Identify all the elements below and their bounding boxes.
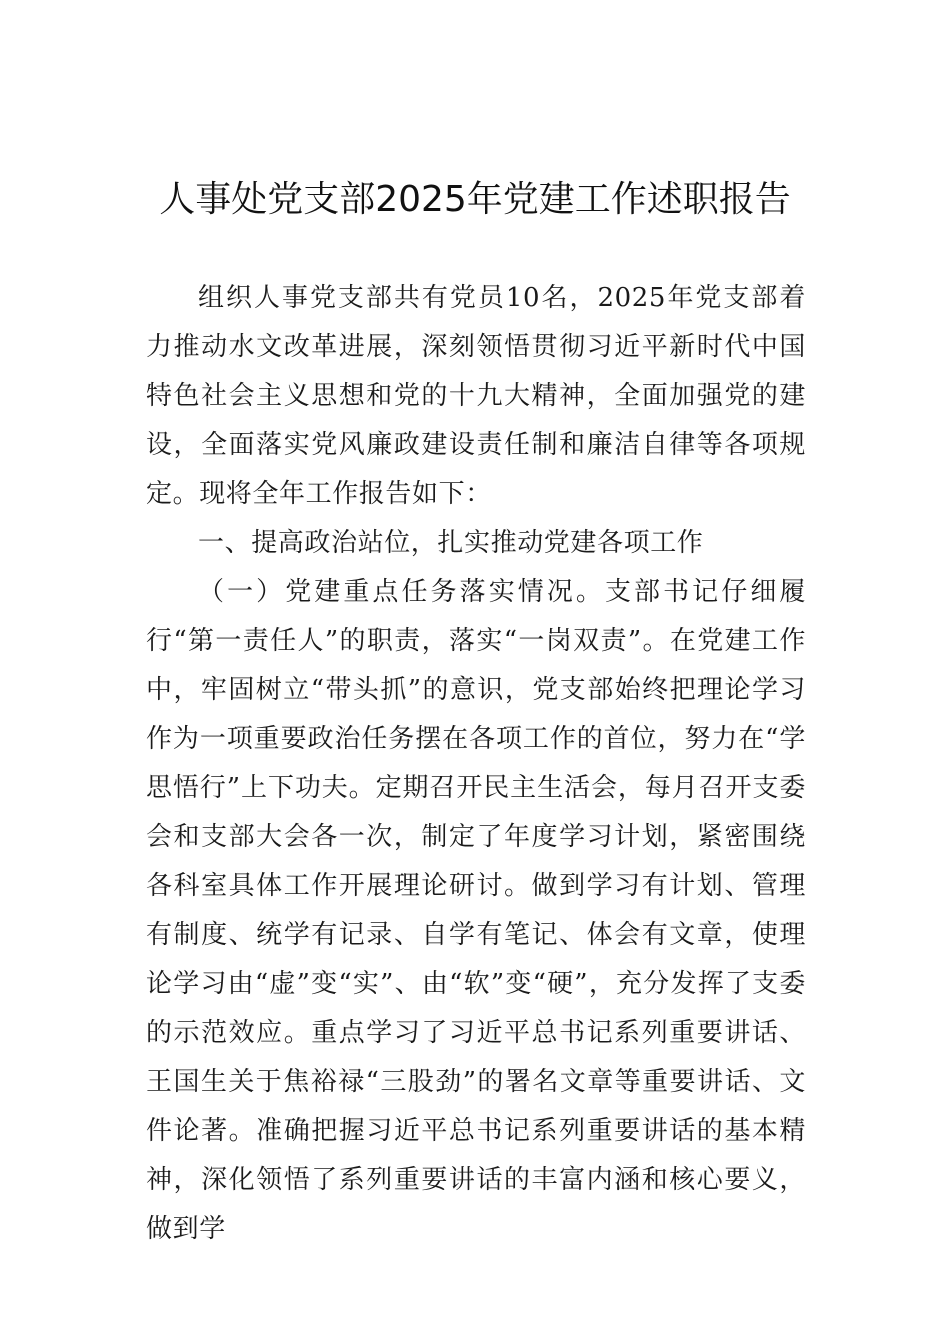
paragraph-intro: 组织人事党支部共有党员10名，2025年党支部着力推动水文改革进展，深刻领悟贯彻习近平新时代中国特色社会主义思想和党的十九大精神，全面加强党的建设，全面落实党风廉政建设责任制和廉洁自律等各项规定。现将全年工作报告如下： bbox=[146, 283, 806, 509]
paragraph-subsection-1: （一）党建重点任务落实情况。支部书记仔细履行“第一责任人”的职责，落实“一岗双责”。在党建工作中，牢固树立“带头抓”的意识，党支部始终把理论学习作为一项重要政治任务摆在各项工作的首位，努力在“学思悟行”上下功夫。定期召开民主生活会，每月召开支委会和支部大会各一次，制定了年度学习计划，紧密围绕各科室具体工作开展理论研讨。做到学习有计划、管理有制度、统学有记录、自学有笔记、体会有文章，使理论学习由“虚”变“实”、由“软”变“硬”，充分发挥了支委的示范效应。重点学习了习近平总书记系列重要讲话、王国生关于焦裕禄“三股劲”的署名文章等重要讲话、文件论著。准确把握习近平总书记系列重要讲话的基本精神，深化领悟了系列重要讲话的丰富内涵和核心要义，做到学 bbox=[146, 577, 806, 1244]
document-title: 人事处党支部2025年党建工作述职报告 bbox=[159, 179, 791, 220]
section-heading: 一、提高政治站位，扎实推动党建各项工作 bbox=[198, 528, 704, 558]
document-body bbox=[146, 274, 806, 1254]
